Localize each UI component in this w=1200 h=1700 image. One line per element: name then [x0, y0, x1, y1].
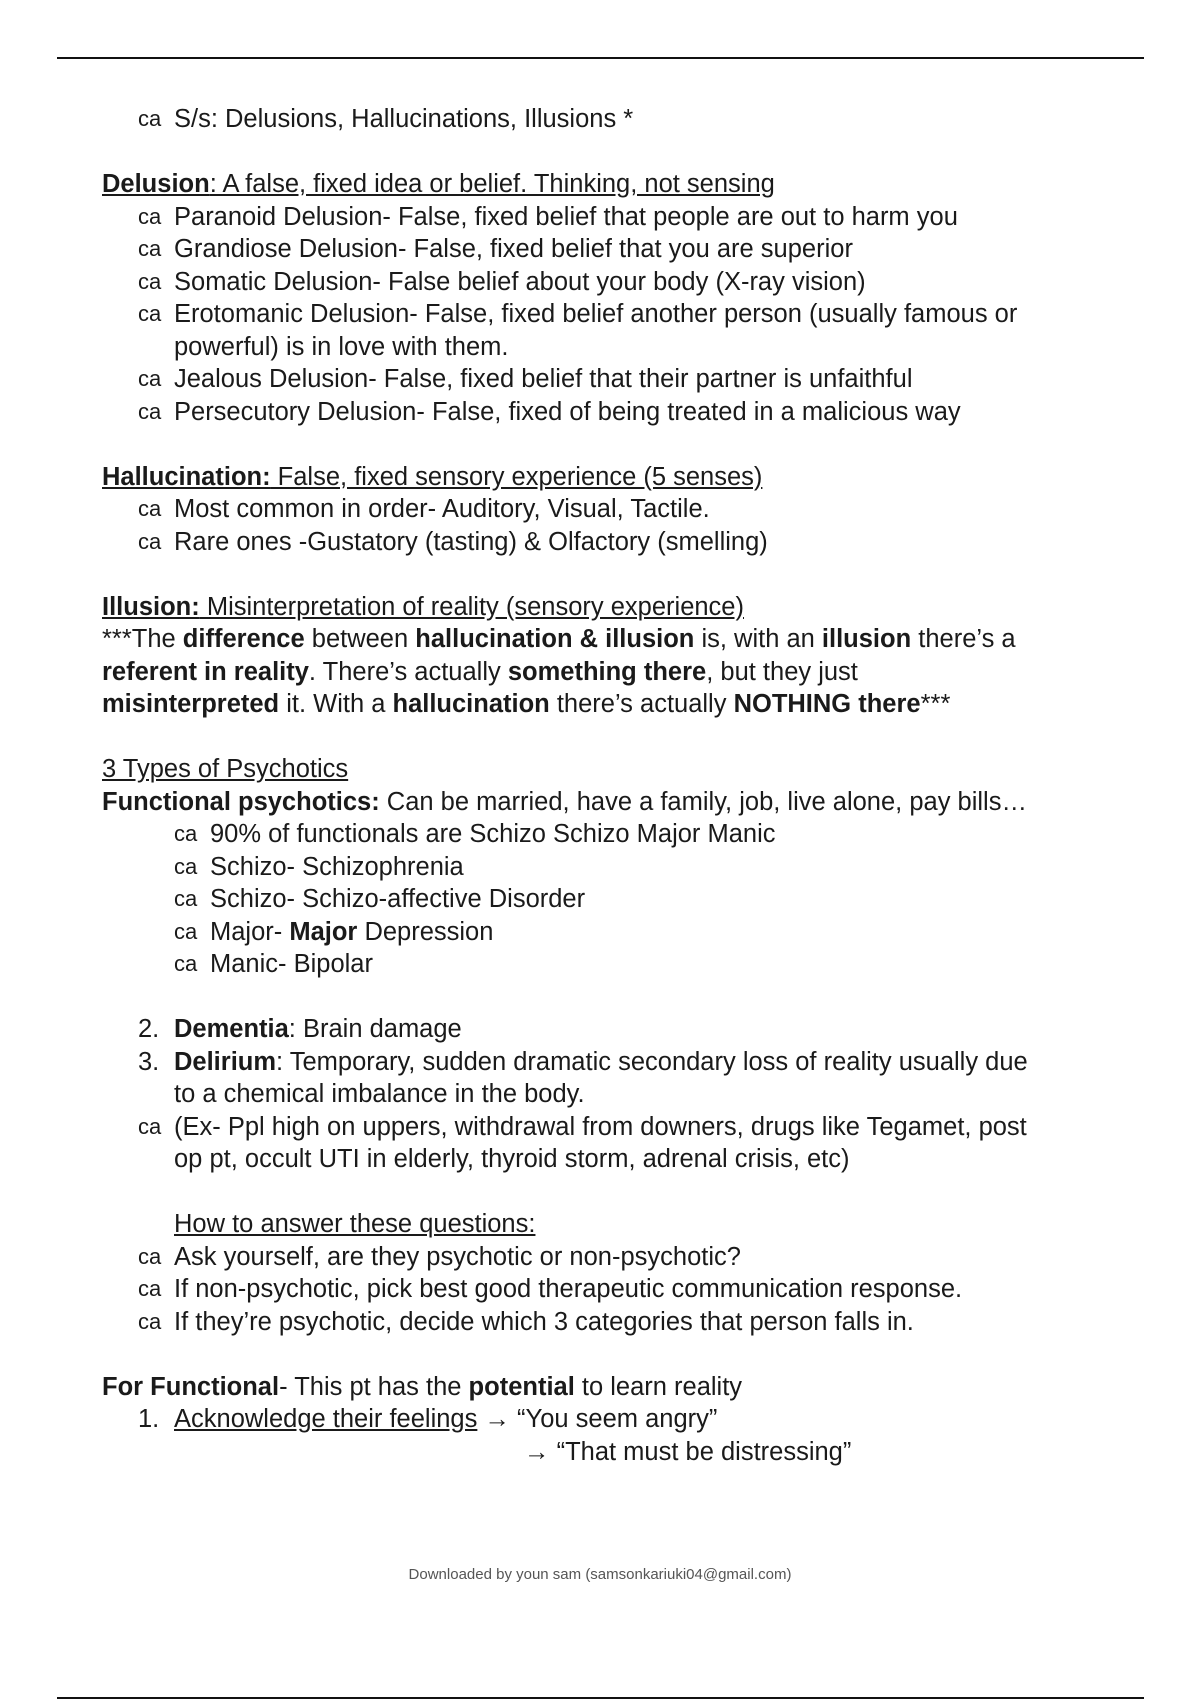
list-item: ca Manic- Bipolar	[102, 948, 1142, 981]
numbered-item-delirium: 3. Delirium: Temporary, sudden dramatic secondary loss of reality usually due	[138, 1047, 1028, 1076]
list-item: ca Somatic Delusion- False belief about your body (X-ray vision)	[102, 266, 1142, 299]
bottom-rule	[57, 1697, 1144, 1699]
bullet-icon: ca	[174, 821, 198, 846]
bullet-icon: ca	[174, 918, 198, 944]
download-footer: Downloaded by youn sam (samsonkariuki04@gmail.com)	[408, 1566, 792, 1583]
bullet-icon: ca	[138, 1308, 162, 1334]
hallucination-heading: Hallucination: False, fixed sensory experience (5 senses)	[102, 462, 763, 491]
list-item: ca Schizo- Schizo-affective Disorder	[102, 883, 1142, 916]
list-item: ca Jealous Delusion- False, fixed belief that their partner is unfaithful	[102, 363, 1142, 396]
list-item-continuation: to a chemical imbalance in the body.	[174, 1080, 585, 1108]
list-item: ca 90% of functionals are Schizo Schizo Major Manic	[102, 818, 1142, 851]
illusion-note-line-3: misinterpreted it. With a hallucination there’s actually NOTHING there***	[102, 690, 951, 718]
bullet-icon: ca	[138, 398, 162, 424]
list-item: ca Major- Major Depression	[102, 916, 1142, 949]
list-item: ca Ask yourself, are they psychotic or non-psychotic?	[102, 1241, 1142, 1274]
list-item-continuation: op pt, occult UTI in elderly, thyroid storm, adrenal crisis, etc)	[174, 1145, 850, 1173]
list-item: ca Paranoid Delusion- False, fixed belief that people are out to harm you	[102, 201, 1142, 234]
list-item: ca If they’re psychotic, decide which 3 categories that person falls in.	[102, 1306, 1142, 1339]
bullet-icon: ca	[138, 106, 162, 131]
list-item-continuation: powerful) is in love with them.	[174, 332, 509, 361]
bullet-icon: ca	[138, 236, 162, 261]
arrow-quote-line: → “That must be distressing”	[524, 1437, 852, 1466]
bullet-icon: ca	[174, 853, 198, 879]
bullet-icon: ca	[138, 301, 162, 326]
bullet-icon: ca	[138, 268, 162, 294]
list-item: ca Schizo- Schizophrenia	[102, 851, 1142, 884]
list-item: ca If non-psychotic, pick best good therapeutic communication response.	[102, 1273, 1142, 1306]
list-item: ca (Ex- Ppl high on uppers, withdrawal from downers, drugs like Tegamet, post	[102, 1111, 1142, 1144]
list-item: ca Most common in order- Auditory, Visual, Tactile.	[102, 493, 1142, 526]
types-heading: 3 Types of Psychotics	[102, 755, 349, 783]
delusion-heading: Delusion: A false, fixed idea or belief. Thinking, not sensing	[102, 170, 775, 198]
arrow-right-icon: →	[524, 1437, 550, 1466]
list-item: ca S/s: Delusions, Hallucinations, Illusions *	[102, 103, 1142, 136]
bullet-icon: ca	[138, 366, 162, 391]
bullet-icon: ca	[138, 528, 162, 554]
list-item: ca Persecutory Delusion- False, fixed of being treated in a malicious way	[102, 396, 1142, 429]
bullet-icon: ca	[138, 1113, 162, 1139]
illusion-heading: Illusion: Misinterpretation of reality (sensory experience)	[102, 592, 744, 621]
illusion-note-line-2: referent in reality. There’s actually something there, but they just	[102, 657, 858, 686]
illusion-note-line-1: ***The difference between hallucination & illusion is, with an illusion there’s a	[102, 625, 1016, 653]
howto-heading: How to answer these questions:	[174, 1210, 536, 1238]
bullet-icon: ca	[138, 203, 162, 229]
for-functional-heading: For Functional- This pt has the potential to learn reality	[102, 1372, 743, 1401]
list-item: ca Rare ones -Gustatory (tasting) & Olfactory (smelling)	[102, 526, 1142, 559]
numbered-item-dementia: 2. Dementia: Brain damage	[138, 1015, 462, 1043]
document-body	[102, 103, 1142, 1468]
bullet-icon: ca	[138, 1243, 162, 1269]
bullet-icon: ca	[138, 1276, 162, 1301]
numbered-item-acknowledge: 1. Acknowledge their feelings → “You seem angry”	[138, 1405, 718, 1433]
list-item: ca Erotomanic Delusion- False, fixed belief another person (usually famous or	[102, 298, 1142, 331]
bullet-icon: ca	[138, 496, 162, 521]
bullet-icon: ca	[174, 886, 198, 911]
arrow-right-icon: →	[484, 1405, 510, 1433]
top-rule	[57, 57, 1144, 59]
bullet-icon: ca	[174, 951, 198, 976]
list-item: ca Grandiose Delusion- False, fixed belief that you are superior	[102, 233, 1142, 266]
functional-psychotics: Functional psychotics: Can be married, have a family, job, live alone, pay bills…	[102, 787, 1027, 816]
